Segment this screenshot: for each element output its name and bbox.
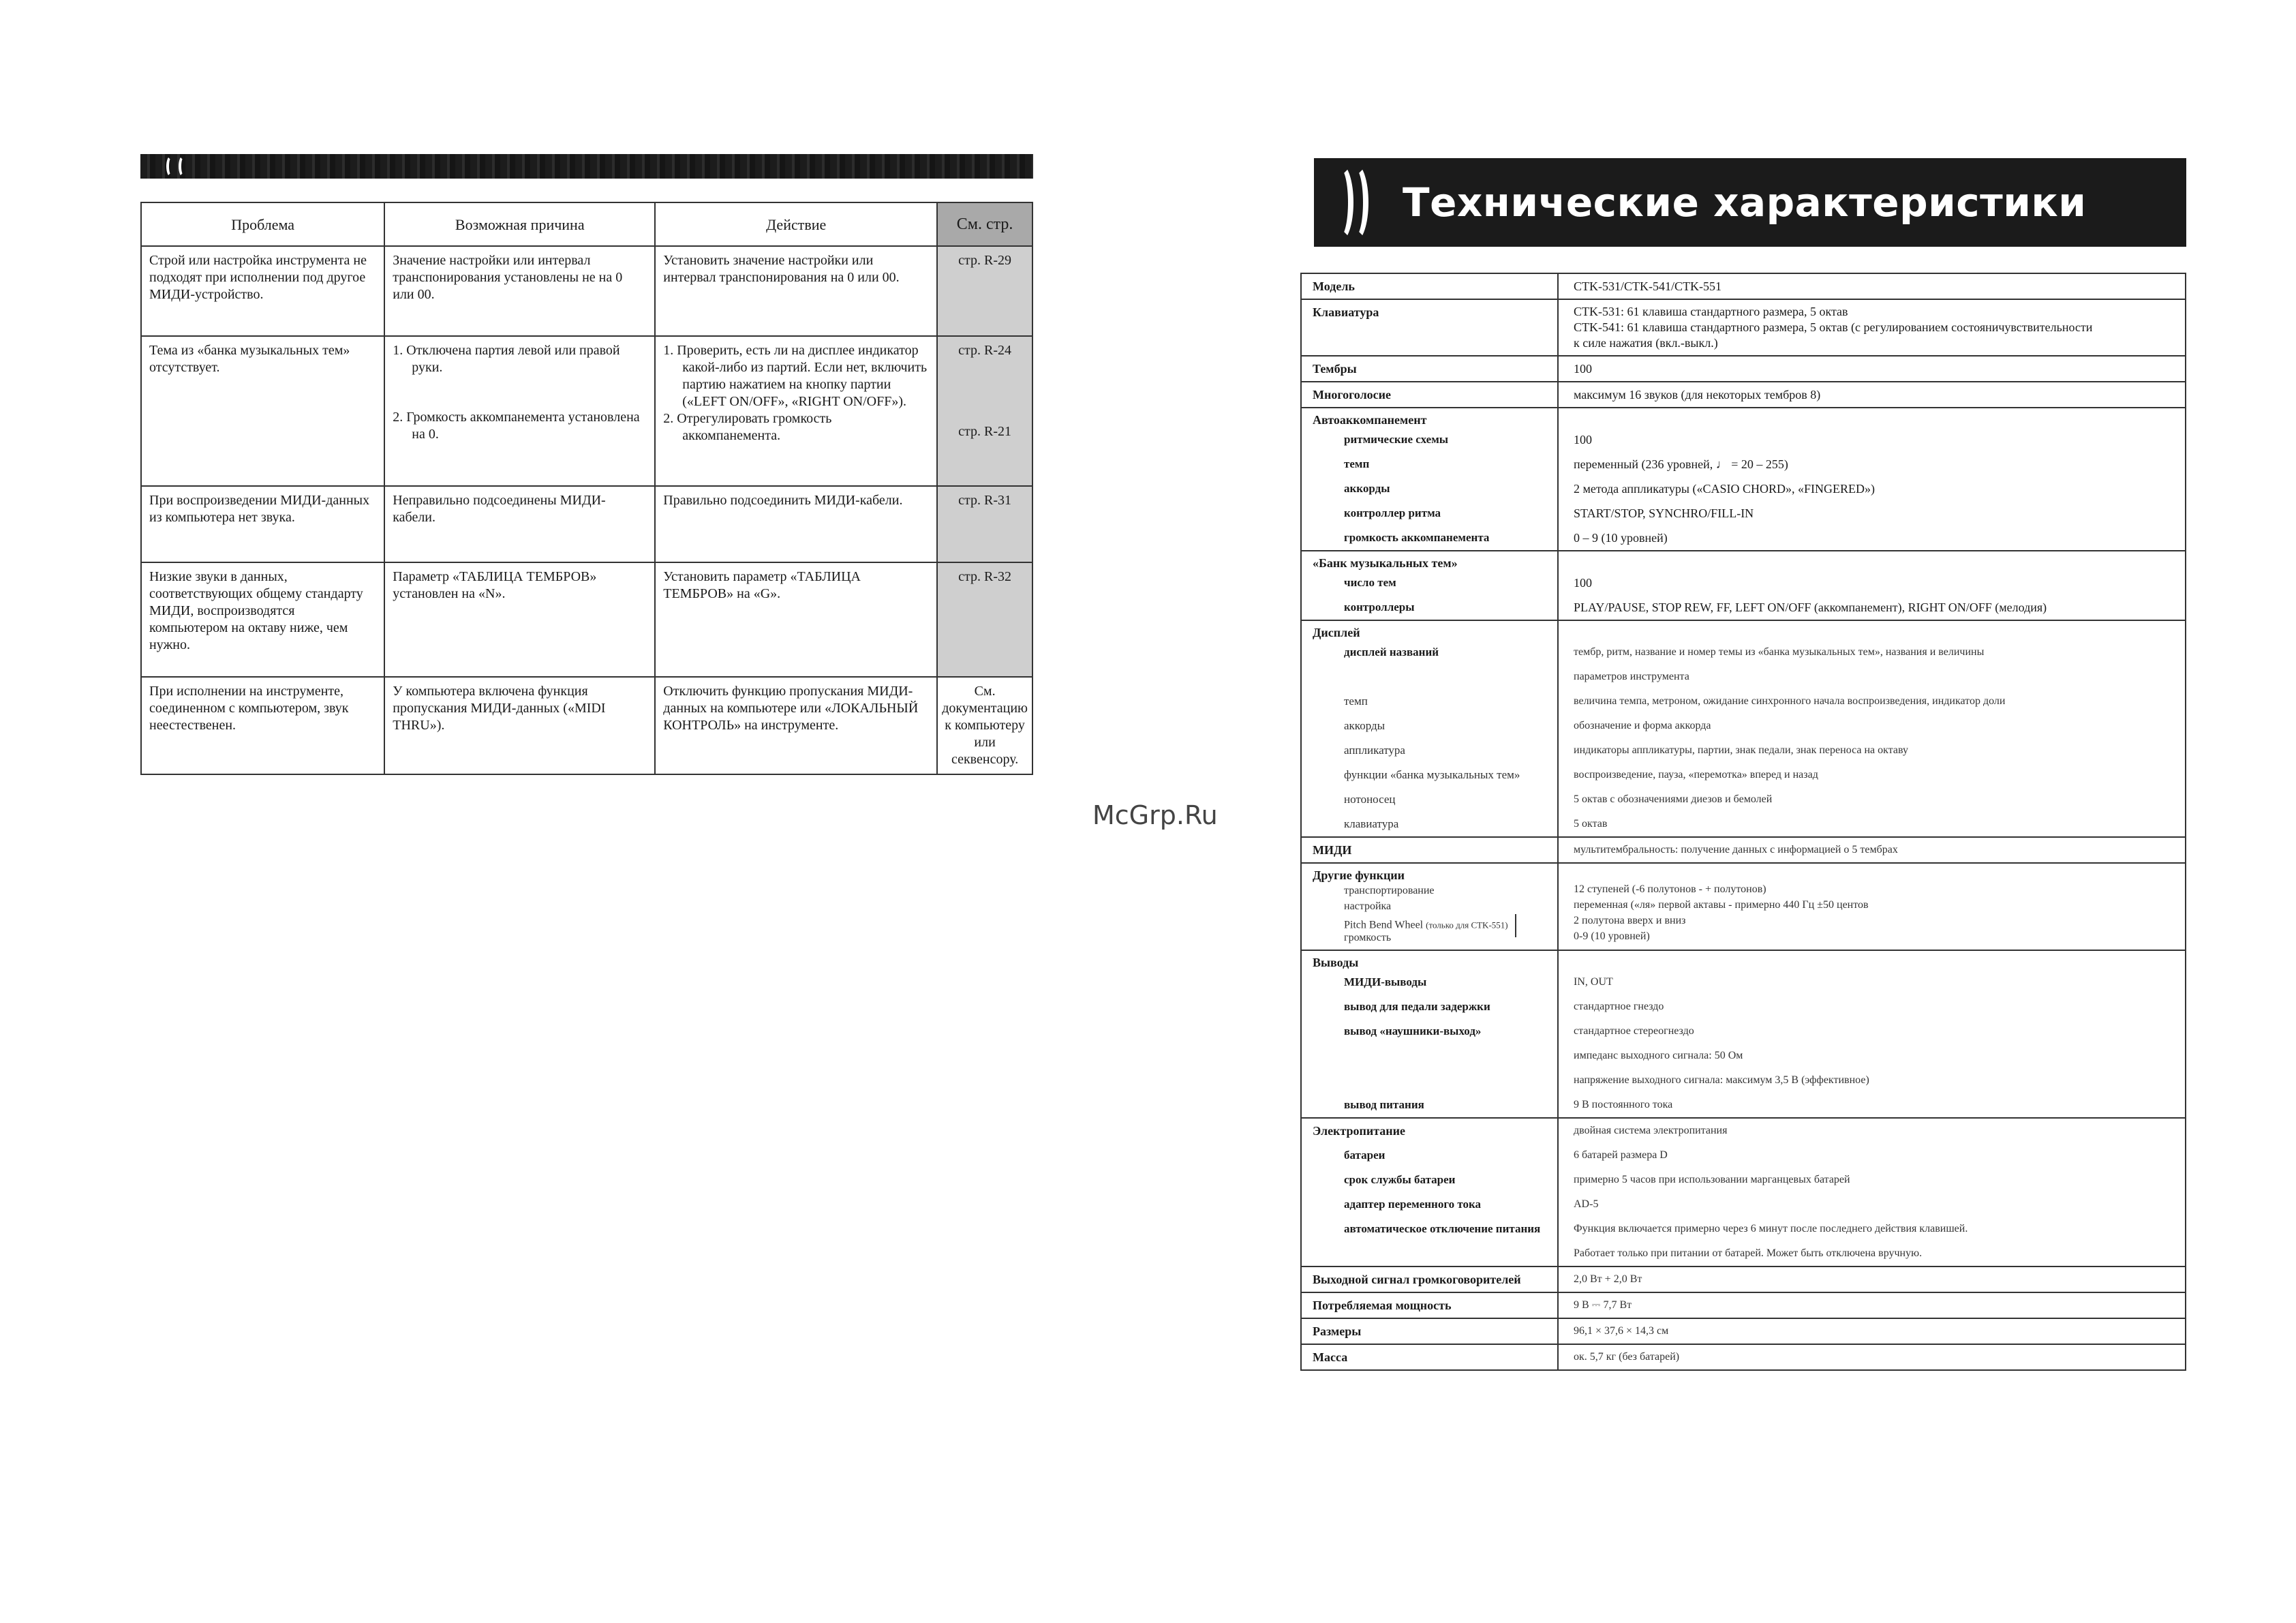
spec-label: Размеры	[1313, 1324, 1362, 1338]
action-cell: Установить параметр «ТАБЛИЦА ТЕМБРОВ» на «G».	[655, 562, 937, 677]
spec-sublabel: вывод «наушники-выход»	[1344, 1025, 1482, 1037]
spec-value: параметров инструмента	[1574, 671, 1689, 682]
spec-label: Автоаккомпанемент	[1313, 413, 1427, 427]
spec-row-power	[1301, 1118, 2186, 1266]
spec-value: START/STOP, SYNCHRO/FILL-IN	[1574, 506, 1754, 520]
spec-sublabel: громкость аккомпанемента	[1344, 531, 1490, 544]
watermark: McGrp.Ru	[1092, 800, 1218, 830]
bracket-mark	[1343, 164, 1368, 241]
spec-table	[1300, 273, 2186, 1371]
spec-value: индикаторы аппликатуры, партии, знак педали, знак переноса на октаву	[1574, 744, 1909, 756]
spec-value: 100	[1574, 576, 1592, 590]
spec-sublabel: транспортирование	[1344, 885, 1435, 896]
spec-row-auto-accompaniment	[1301, 408, 2186, 551]
spacer	[393, 376, 647, 409]
spec-value: стандартное стереогнездо	[1574, 1025, 1694, 1037]
page-ref-cell: стр. R-31	[937, 486, 1032, 562]
spec-value: 100	[1574, 433, 1592, 446]
spec-sublabel: контроллер ритма	[1344, 506, 1441, 519]
spec-label: Масса	[1313, 1350, 1348, 1364]
spec-sublabel: вывод питания	[1344, 1098, 1424, 1111]
spec-label: Клавиатура	[1313, 305, 1379, 319]
spec-sublabel-text: Pitch Bend Wheel	[1344, 919, 1424, 931]
spec-sublabel: число тем	[1344, 576, 1396, 589]
spec-value: IN, OUT	[1574, 976, 1613, 988]
page-ref-cell: стр. R-29	[937, 246, 1032, 336]
spec-value: 9 В постоянного тока	[1574, 1099, 1673, 1110]
spec-row-midi	[1301, 837, 2186, 863]
spec-sublabel: вывод для педали задержки	[1344, 1000, 1490, 1013]
action-item: 1. Проверить, есть ли на дисплее индикатор какой-либо из партий. Если нет, включить партию нажатием на кнопку партии («LEFT ON/OFF», «RIGHT ON/OFF»).	[663, 343, 928, 409]
spacer	[1574, 625, 2185, 640]
spec-row-other-functions	[1301, 863, 2186, 950]
spec-label: Дисплей	[1313, 626, 1360, 639]
spec-value: 5 октав с обозначениями диезов и бемолей	[1574, 793, 1773, 805]
action-cell: Установить значение настройки или интервал транспонирования на 0 или 00.	[655, 246, 937, 336]
spec-sublabel	[1344, 914, 1557, 930]
spec-value: величина темпа, метроном, ожидание синхронного начала воспроизведения, индикатор доли	[1574, 695, 2006, 707]
bracket-mark	[166, 155, 176, 177]
troubleshooting-table	[140, 202, 1033, 775]
spec-value: 0-9 (10 уровней)	[1574, 930, 1650, 942]
spec-row-tones	[1301, 356, 2186, 382]
header-problem: Проблема	[141, 202, 384, 246]
spec-value: PLAY/PAUSE, STOP REW, FF, LEFT ON/OFF (аккомпанемент), RIGHT ON/OFF (мелодия)	[1574, 601, 2047, 614]
spec-sublabel: громкость	[1344, 932, 1392, 943]
spec-value: переменный (236 уровней, ♩ = 20 – 255)	[1574, 457, 1788, 471]
problem-cell: Строй или настройка инструмента не подходят при исполнении под другое МИДИ-устройство.	[141, 246, 384, 336]
spec-label: Модель	[1313, 279, 1355, 293]
spec-value: обозначение и форма аккорда	[1574, 720, 1711, 731]
spec-sublabel: МИДИ-выводы	[1344, 975, 1427, 988]
table-row	[141, 562, 1032, 677]
spec-sublabel: аккорды	[1344, 719, 1386, 732]
spec-label: Многоголосие	[1313, 388, 1392, 401]
spec-row-display	[1301, 620, 2186, 837]
spec-value: максимум 16 звуков (для некоторых тембров 8)	[1574, 388, 1821, 401]
action-cell	[655, 336, 937, 486]
cause-cell: Неправильно подсоединены МИДИ-кабели.	[384, 486, 655, 562]
spec-value: напряжение выходного сигнала: максимум 3,5 В (эффективное)	[1574, 1074, 1869, 1086]
spec-value: AD-5	[1574, 1198, 1599, 1210]
spec-label: Другие функции	[1313, 868, 1405, 882]
spacer	[1302, 665, 1557, 689]
spec-row-power-consumption	[1301, 1292, 2186, 1318]
spec-value: 2,0 Вт + 2,0 Вт	[1574, 1273, 1642, 1285]
spec-value: воспроизведение, пауза, «перемотка» вперед и назад	[1574, 769, 1818, 780]
spec-row-weight	[1301, 1344, 2186, 1370]
page-ref: стр. R-24	[958, 343, 1012, 358]
cause-cell: Значение настройки или интервал транспонирования установлены не на 0 или 00.	[384, 246, 655, 336]
spec-sublabel: автоматическое отключение питания	[1344, 1222, 1541, 1235]
troubleshooting-page	[140, 154, 1033, 767]
header-action: Действие	[655, 202, 937, 246]
spec-sublabel: адаптер переменного тока	[1344, 1198, 1482, 1211]
header-bar	[140, 154, 1033, 179]
action-cell: Правильно подсоединить МИДИ-кабели.	[655, 486, 937, 562]
spec-value: тембр, ритм, название и номер темы из «банка музыкальных тем», названия и величины	[1574, 646, 1985, 658]
spec-sublabel	[1302, 1241, 1557, 1266]
page-ref-cell: См. документацию к компьютеру или секвенсору.	[937, 677, 1032, 774]
spec-row-keyboard	[1301, 299, 2186, 356]
spec-value: двойная система электропитания	[1574, 1125, 1728, 1136]
spec-value: стандартное гнездо	[1574, 1001, 1664, 1012]
page-title: Технические характеристики	[1403, 179, 2087, 226]
spec-sublabel	[1302, 1068, 1557, 1093]
spec-sublabel: темп	[1344, 695, 1368, 708]
spec-label: Потребляемая мощность	[1313, 1299, 1452, 1312]
table-row	[141, 486, 1032, 562]
spec-sublabel: ритмические схемы	[1344, 433, 1449, 446]
action-item: 2. Отрегулировать громкость аккомпанемента.	[663, 411, 832, 443]
cause-cell: У компьютера включена функция пропускания МИДИ-данных («MIDI THRU»).	[384, 677, 655, 774]
spec-row-outputs	[1301, 950, 2186, 1118]
spec-value: импеданс выходного сигнала: 50 Ом	[1574, 1050, 1743, 1061]
spec-value: 0 – 9 (10 уровней)	[1574, 531, 1668, 545]
spec-row-dimensions	[1301, 1318, 2186, 1344]
header-page: См. стр.	[937, 202, 1032, 246]
spec-sublabel: нотоносец	[1344, 793, 1396, 806]
table-row	[141, 246, 1032, 336]
spec-value: 6 батарей размера D	[1574, 1149, 1668, 1161]
table-row	[141, 336, 1032, 486]
spec-label: Выходной сигнал громкоговорителей	[1313, 1273, 1521, 1286]
spec-value: CTK-541: 61 клавиша стандартного размера, 5 октав (с регулированием состояничувствительности	[1574, 320, 2093, 334]
title-cap	[1300, 158, 1318, 247]
spec-value: 96,1 × 37,6 × 14,3 см	[1574, 1325, 1669, 1337]
spec-label: Тембры	[1313, 362, 1357, 376]
table-row	[141, 677, 1032, 774]
cause-item: 2. Громкость аккомпанемента установлена на 0.	[393, 410, 640, 442]
specs-page	[1300, 158, 2186, 1364]
cause-item: 1. Отключена партия левой или правой руки.	[393, 343, 620, 375]
spec-value: к силе нажатия (вкл.-выкл.)	[1574, 336, 1718, 350]
page-ref-cell: стр. R-32	[937, 562, 1032, 677]
spacer	[1574, 955, 2185, 970]
spec-label: МИДИ	[1313, 843, 1352, 857]
page-ref: стр. R-21	[958, 424, 1012, 439]
table-header-row	[141, 202, 1032, 246]
spec-row-speaker-output	[1301, 1266, 2186, 1292]
page-ref-cell	[937, 336, 1032, 486]
spec-row-polyphony	[1301, 382, 2186, 408]
cause-cell: Параметр «ТАБЛИЦА ТЕМБРОВ» установлен на «N».	[384, 562, 655, 677]
spec-value: Функция включается примерно через 6 минут после последнего действия клавишей.	[1574, 1223, 1968, 1234]
spec-value: Работает только при питании от батарей. Может быть отключена вручную.	[1574, 1247, 1923, 1259]
spec-value: 100	[1574, 362, 1592, 376]
spec-value: CTK-531/CTK-541/CTK-551	[1574, 279, 1721, 293]
spacer	[1574, 556, 2185, 571]
spec-sublabel: настройка	[1344, 900, 1392, 912]
problem-cell: При исполнении на инструменте, соединенном с компьютером, звук неестественен.	[141, 677, 384, 774]
spacer	[1574, 412, 2185, 427]
spec-value: 2 метода аппликатуры («CASIO CHORD», «FINGERED»)	[1574, 482, 1875, 496]
spec-sublabel: клавиатура	[1344, 817, 1399, 830]
spec-sublabel: контроллеры	[1344, 601, 1415, 613]
problem-cell: Тема из «банка музыкальных тем» отсутствует.	[141, 336, 384, 486]
title-band	[1300, 158, 2186, 247]
spec-value: переменная («ля» первой актавы - примерно 440 Гц ±50 центов	[1574, 899, 1869, 911]
action-cell: Отключить функцию пропускания МИДИ-данных на компьютере или «ЛОКАЛЬНЫЙ КОНТРОЛЬ» на инструменте.	[655, 677, 937, 774]
spec-value: CTK-531: 61 клавиша стандартного размера, 5 октав	[1574, 305, 1848, 318]
spec-label: Электропитание	[1313, 1124, 1406, 1138]
spec-label: Выводы	[1313, 956, 1359, 969]
bracket-line	[1515, 914, 1516, 937]
cause-cell	[384, 336, 655, 486]
spec-value: ок. 5,7 кг (без батарей)	[1574, 1351, 1680, 1363]
spec-sublabel: батареи	[1344, 1149, 1386, 1162]
problem-cell: Низкие звуки в данных, соответствующих общему стандарту МИДИ, воспроизводятся компьютером на октаву ниже, чем нужно.	[141, 562, 384, 677]
spec-value: 12 ступеней (-6 полутонов - + полутонов)	[1574, 883, 1766, 895]
spec-sublabel: темп	[1344, 457, 1370, 470]
spec-value: 5 октав	[1574, 818, 1608, 830]
model-note: (только для CTK-551)	[1426, 920, 1508, 930]
spec-sublabel: аккорды	[1344, 482, 1390, 495]
spec-sublabel: функции «банка музыкальных тем»	[1344, 768, 1520, 781]
spec-sublabel: дисплей названий	[1344, 646, 1439, 658]
spec-sublabel: аппликатура	[1344, 744, 1405, 757]
spec-sublabel: срок службы батареи	[1344, 1173, 1456, 1186]
spec-value: 2 полутона вверх и вниз	[1574, 915, 1686, 926]
bracket-mark	[179, 155, 188, 177]
header-cause: Возможная причина	[384, 202, 655, 246]
spec-row-model	[1301, 273, 2186, 299]
problem-cell: При воспроизведении МИДИ-данных из компьютера нет звука.	[141, 486, 384, 562]
spec-value: мультитембральность: получение данных с информацией о 5 тембрах	[1574, 844, 1898, 855]
spec-row-song-bank	[1301, 551, 2186, 620]
spec-value: примерно 5 часов при использовании марганцевых батарей	[1574, 1174, 1850, 1185]
spec-value: 9 В ⎓ 7,7 Вт	[1574, 1299, 1632, 1311]
spec-sublabel	[1302, 1044, 1557, 1068]
spec-label: «Банк музыкальных тем»	[1313, 556, 1458, 570]
